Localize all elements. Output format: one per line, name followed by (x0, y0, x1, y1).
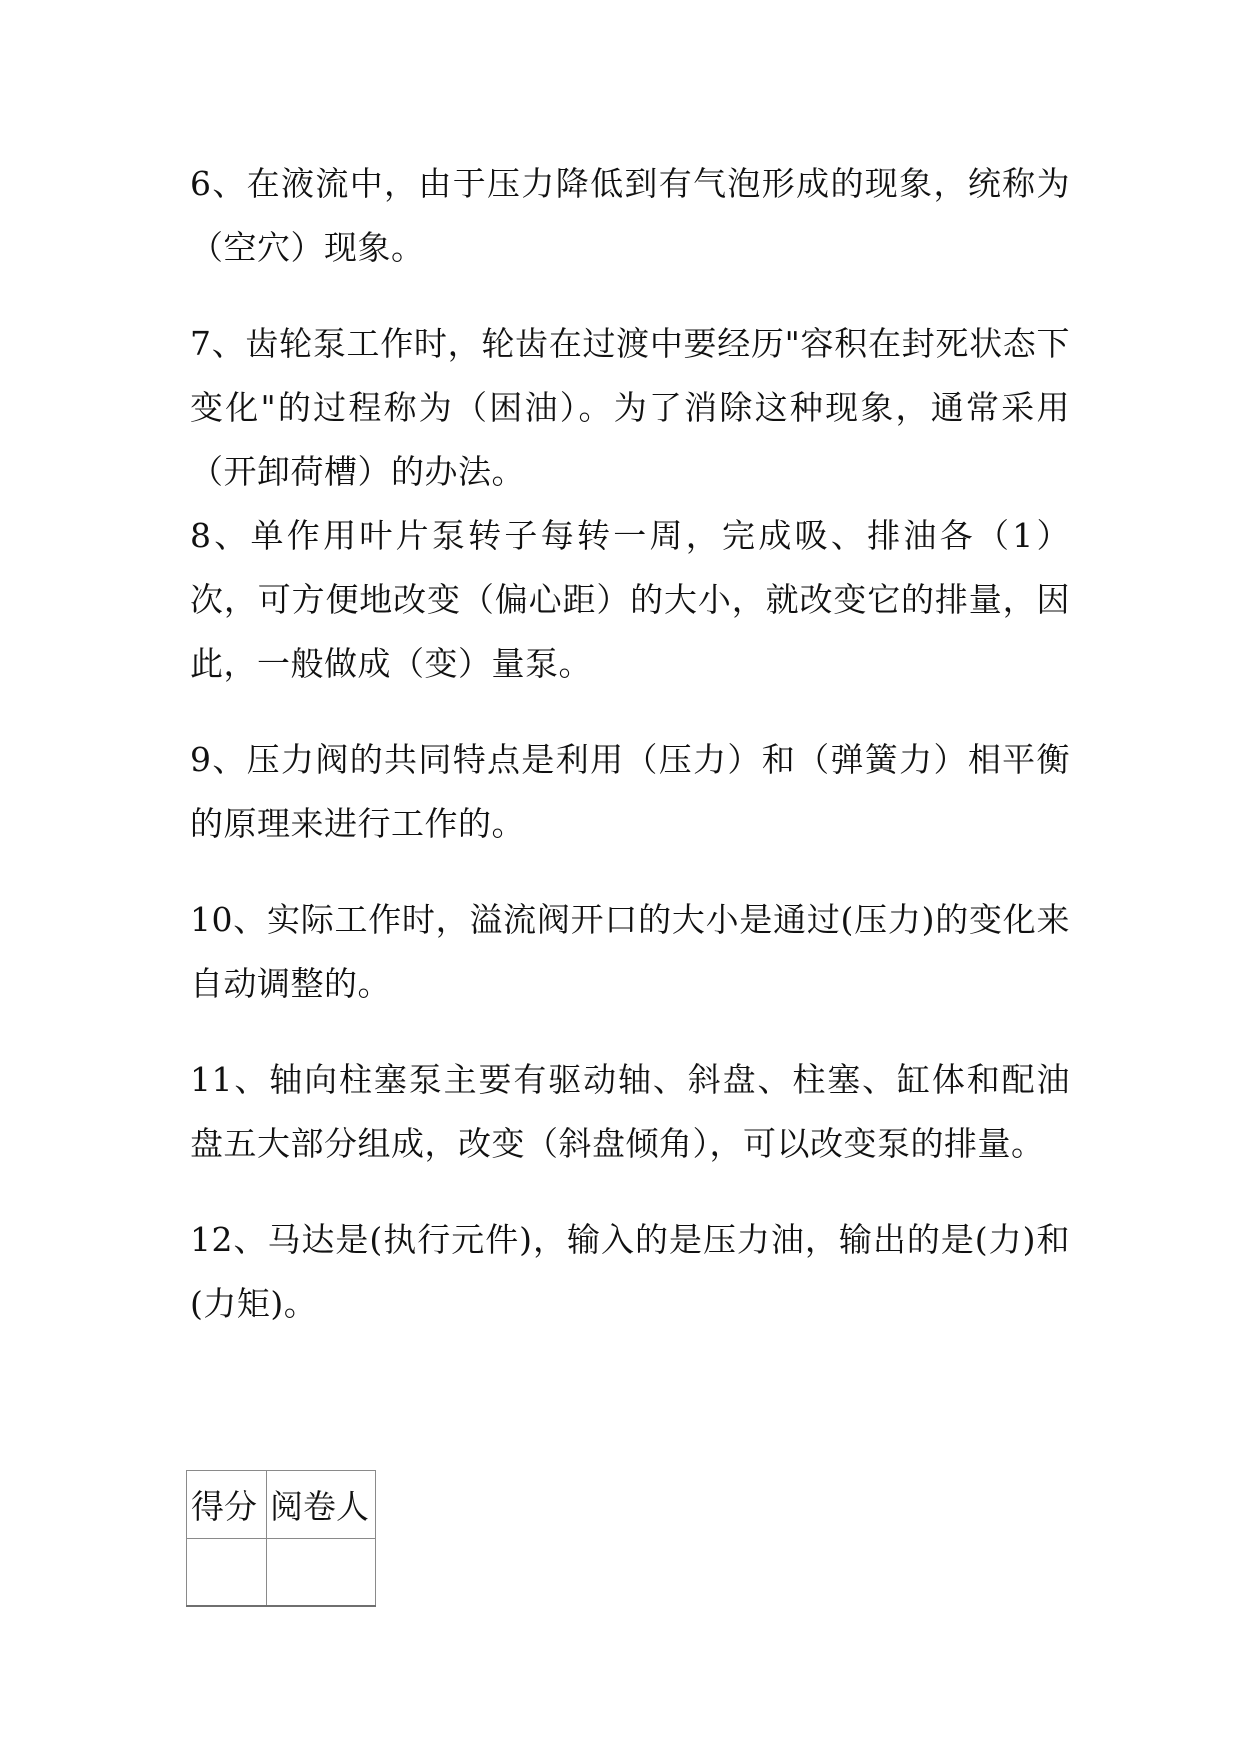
question-list (190, 152, 1070, 1368)
score-cell[interactable] (187, 1539, 267, 1607)
question-8: 8、单作用叶片泵转子每转一周，完成吸、排油各（1）次，可方便地改变（偏心距）的大小，就改变它的排量，因此，一般做成（变）量泵。 (190, 516, 1070, 683)
score-header: 得分 (187, 1471, 267, 1539)
question-11: 11、轴向柱塞泵主要有驱动轴、斜盘、柱塞、缸体和配油盘五大部分组成，改变（斜盘倾角），可以改变泵的排量。 (190, 1060, 1070, 1163)
question-9: 9、压力阀的共同特点是利用（压力）和（弹簧力）相平衡的原理来进行工作的。 (190, 740, 1070, 843)
grader-cell[interactable] (267, 1539, 376, 1607)
grader-header: 阅卷人 (267, 1471, 376, 1539)
score-table-value-row (187, 1539, 376, 1607)
question-7: 7、齿轮泵工作时，轮齿在过渡中要经历"容积在封死状态下变化"的过程称为（困油）。为了消除这种现象，通常采用（开卸荷槽）的办法。 (190, 324, 1070, 491)
question-6: 6、在液流中，由于压力降低到有气泡形成的现象，统称为（空穴）现象。 (190, 164, 1070, 267)
score-table-header-row (187, 1471, 376, 1539)
question-12: 12、马达是(执行元件)，输入的是压力油，输出的是(力)和(力矩)。 (190, 1220, 1070, 1323)
score-table (186, 1470, 376, 1607)
question-10: 10、实际工作时，溢流阀开口的大小是通过(压力)的变化来自动调整的。 (190, 900, 1070, 1003)
